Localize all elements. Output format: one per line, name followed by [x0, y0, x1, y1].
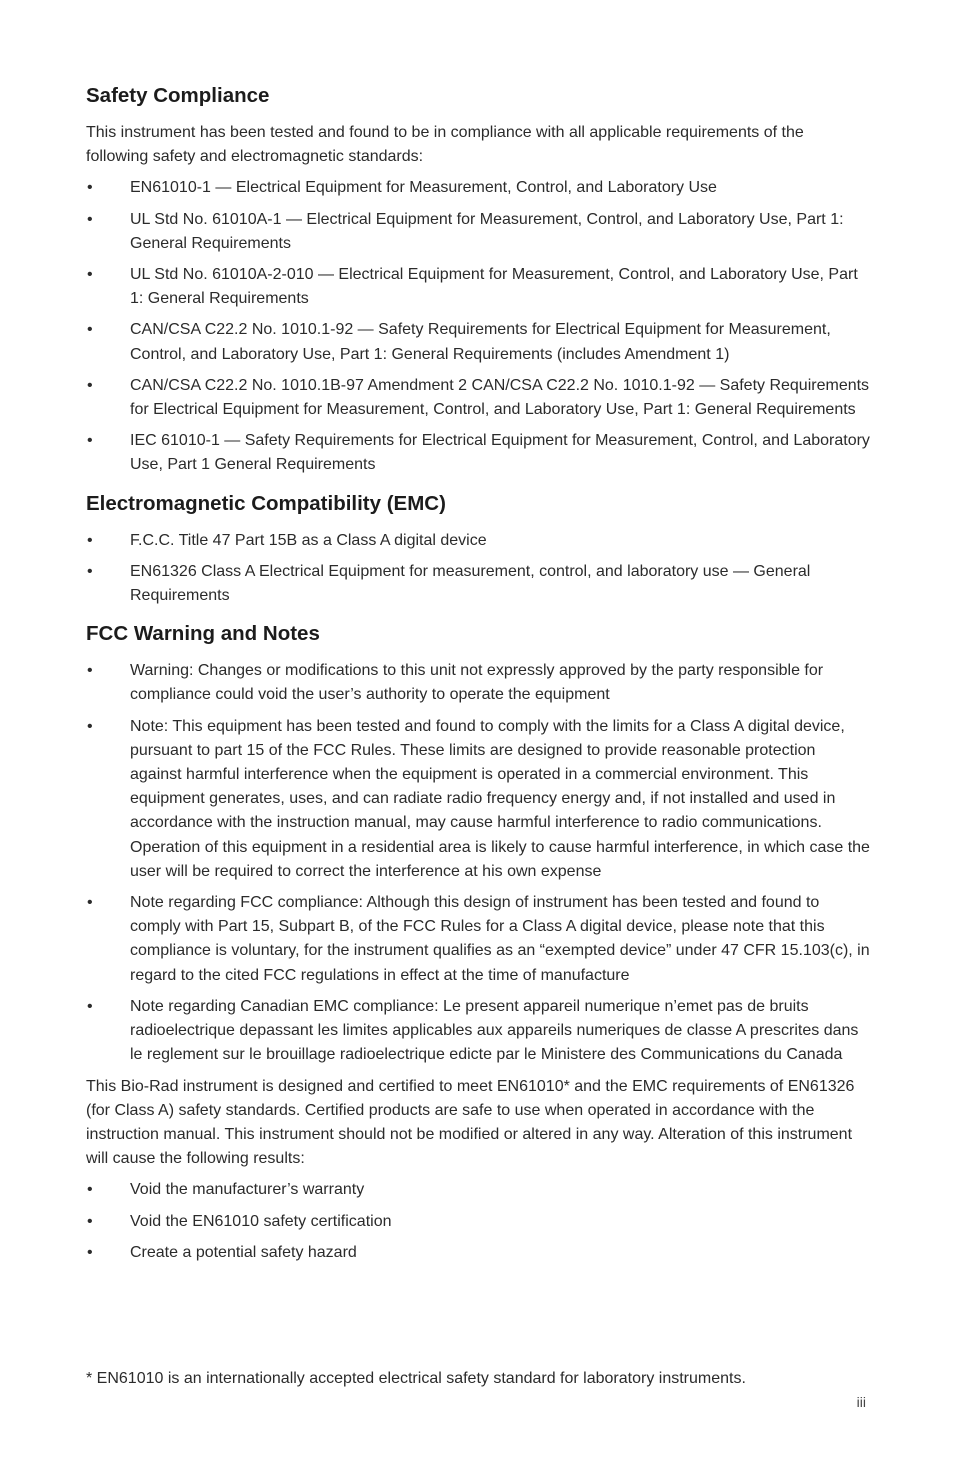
- list-item: [86, 995, 870, 1068]
- list-item-text: CAN/CSA C22.2 No. 1010.1-92 — Safety Requirements for Electrical Equipment for Measurement, Control, and Laboratory Use, Part 1: General Requirements (includes Amendment 1): [130, 321, 831, 363]
- list-item-text: Void the manufacturer’s warranty: [130, 1181, 365, 1199]
- list-item: [86, 891, 870, 988]
- safety-intro: This instrument has been tested and found to be in compliance with all applicable requirements of the following safety and electromagnetic standards:: [86, 124, 804, 166]
- list-item-text: UL Std No. 61010A-2-010 — Electrical Equipment for Measurement, Control, and Laboratory Use, Part 1: General Requirements: [130, 266, 858, 308]
- bullet-icon: •: [87, 179, 93, 197]
- bullet-icon: •: [87, 562, 93, 580]
- list-item: [86, 659, 870, 707]
- list-item-text: Note: This equipment has been tested and found to comply with the limits for a Class A digital device, pursuant to part 15 of the FCC Rules. These limits are designed to provide reasonable protection against harmful interference when the equipment is operated in a commercial environment. This equipment generates, uses, and can radiate radio frequency energy and, if not installed and used in accordance with the instruction manual, may cause harmful interference to radio communications. Operation of this equipment in a residential area is likely to cause harmful interference, in which case the user will be required to correct the interference at his own expense: [130, 717, 870, 880]
- bullet-icon: •: [87, 662, 93, 680]
- list-item: [86, 374, 870, 422]
- list-item-text: Note regarding FCC compliance: Although this design of instrument has been tested and found to comply with Part 15, Subpart B, of the FCC Rules for a Class A digital device, please note that this compliance is voluntary, for the instrument qualifies as an “exempted device” under 47 CFR 15.103(c), in regard to the cited FCC regulations in effect at the time of manufacture: [130, 894, 870, 984]
- list-item: [86, 1210, 870, 1234]
- list-item: [86, 429, 870, 477]
- section-heading-fcc: FCC Warning and Notes: [86, 622, 320, 646]
- list-item-text: F.C.C. Title 47 Part 15B as a Class A digital device: [130, 531, 487, 549]
- bullet-icon: •: [87, 1181, 93, 1199]
- section-heading-safety: Safety Compliance: [86, 84, 270, 107]
- list-item: [86, 318, 870, 366]
- list-item: [86, 560, 870, 608]
- page-number: iii: [856, 1394, 866, 1410]
- emc-standards-list: [86, 529, 870, 609]
- bullet-icon: •: [87, 717, 93, 735]
- list-item-text: EN61010-1 — Electrical Equipment for Measurement, Control, and Laboratory Use: [130, 179, 717, 197]
- section-heading-emc: Electromagnetic Compatibility (EMC): [86, 491, 446, 515]
- list-item: [86, 529, 870, 553]
- bullet-icon: •: [87, 894, 93, 912]
- bullet-icon: •: [87, 210, 93, 228]
- bullet-icon: •: [87, 321, 93, 339]
- certification-paragraph: This Bio-Rad instrument is designed and certified to meet EN61010* and the EMC requirements of EN61326 (for Class A) safety standards. Certified products are safe to use when operated in accordance with the instruction manual. This instrument should not be modified or altered in any way. Alteration of this instrument will cause the following results:: [86, 1077, 855, 1168]
- bullet-icon: •: [87, 432, 93, 450]
- list-item-text: Void the EN61010 safety certification: [130, 1212, 392, 1230]
- list-item-text: Warning: Changes or modifications to this unit not expressly approved by the party responsible for compliance could void the user’s authority to operate the equipment: [130, 662, 824, 704]
- list-item: [86, 1178, 870, 1202]
- bullet-icon: •: [87, 376, 93, 394]
- list-item: [86, 263, 870, 311]
- document-page: [86, 82, 870, 1272]
- bullet-icon: •: [87, 1243, 93, 1261]
- bullet-icon: •: [87, 266, 93, 284]
- bullet-icon: •: [87, 997, 93, 1015]
- list-item-text: Create a potential safety hazard: [130, 1243, 357, 1261]
- list-item: [86, 208, 870, 256]
- safety-standards-list: [86, 176, 870, 477]
- list-item-text: IEC 61010-1 — Safety Requirements for Electrical Equipment for Measurement, Control, and Laboratory Use, Part 1 General Requirements: [130, 432, 870, 474]
- bullet-icon: •: [87, 531, 93, 549]
- list-item-text: EN61326 Class A Electrical Equipment for measurement, control, and laboratory use — General Requirements: [130, 562, 811, 605]
- alteration-results-list: [86, 1178, 870, 1265]
- list-item: [86, 715, 870, 884]
- bullet-icon: •: [87, 1212, 93, 1230]
- list-item-text: UL Std No. 61010A-1 — Electrical Equipment for Measurement, Control, and Laboratory Use, Part 1: General Requirements: [130, 210, 844, 252]
- footnote: * EN61010 is an internationally accepted electrical safety standard for laboratory instruments.: [86, 1370, 746, 1387]
- list-item-text: Note regarding Canadian EMC compliance: Le present appareil numerique n’emet pas de bruits radioelectrique depassant les limites applicables aux appareils numeriques de classe A prescrites dans le reglement sur le brouillage radioelectrique edicte par le Ministere des Communications du Canada: [130, 997, 859, 1064]
- list-item: [86, 176, 870, 200]
- list-item-text: CAN/CSA C22.2 No. 1010.1B-97 Amendment 2 CAN/CSA C22.2 No. 1010.1-92 — Safety Requirements for Electrical Equipment for Measurement, Control, and Laboratory Use, Part 1: General Requirements: [130, 376, 870, 419]
- list-item: [86, 1241, 870, 1265]
- fcc-notes-list: [86, 659, 870, 1067]
